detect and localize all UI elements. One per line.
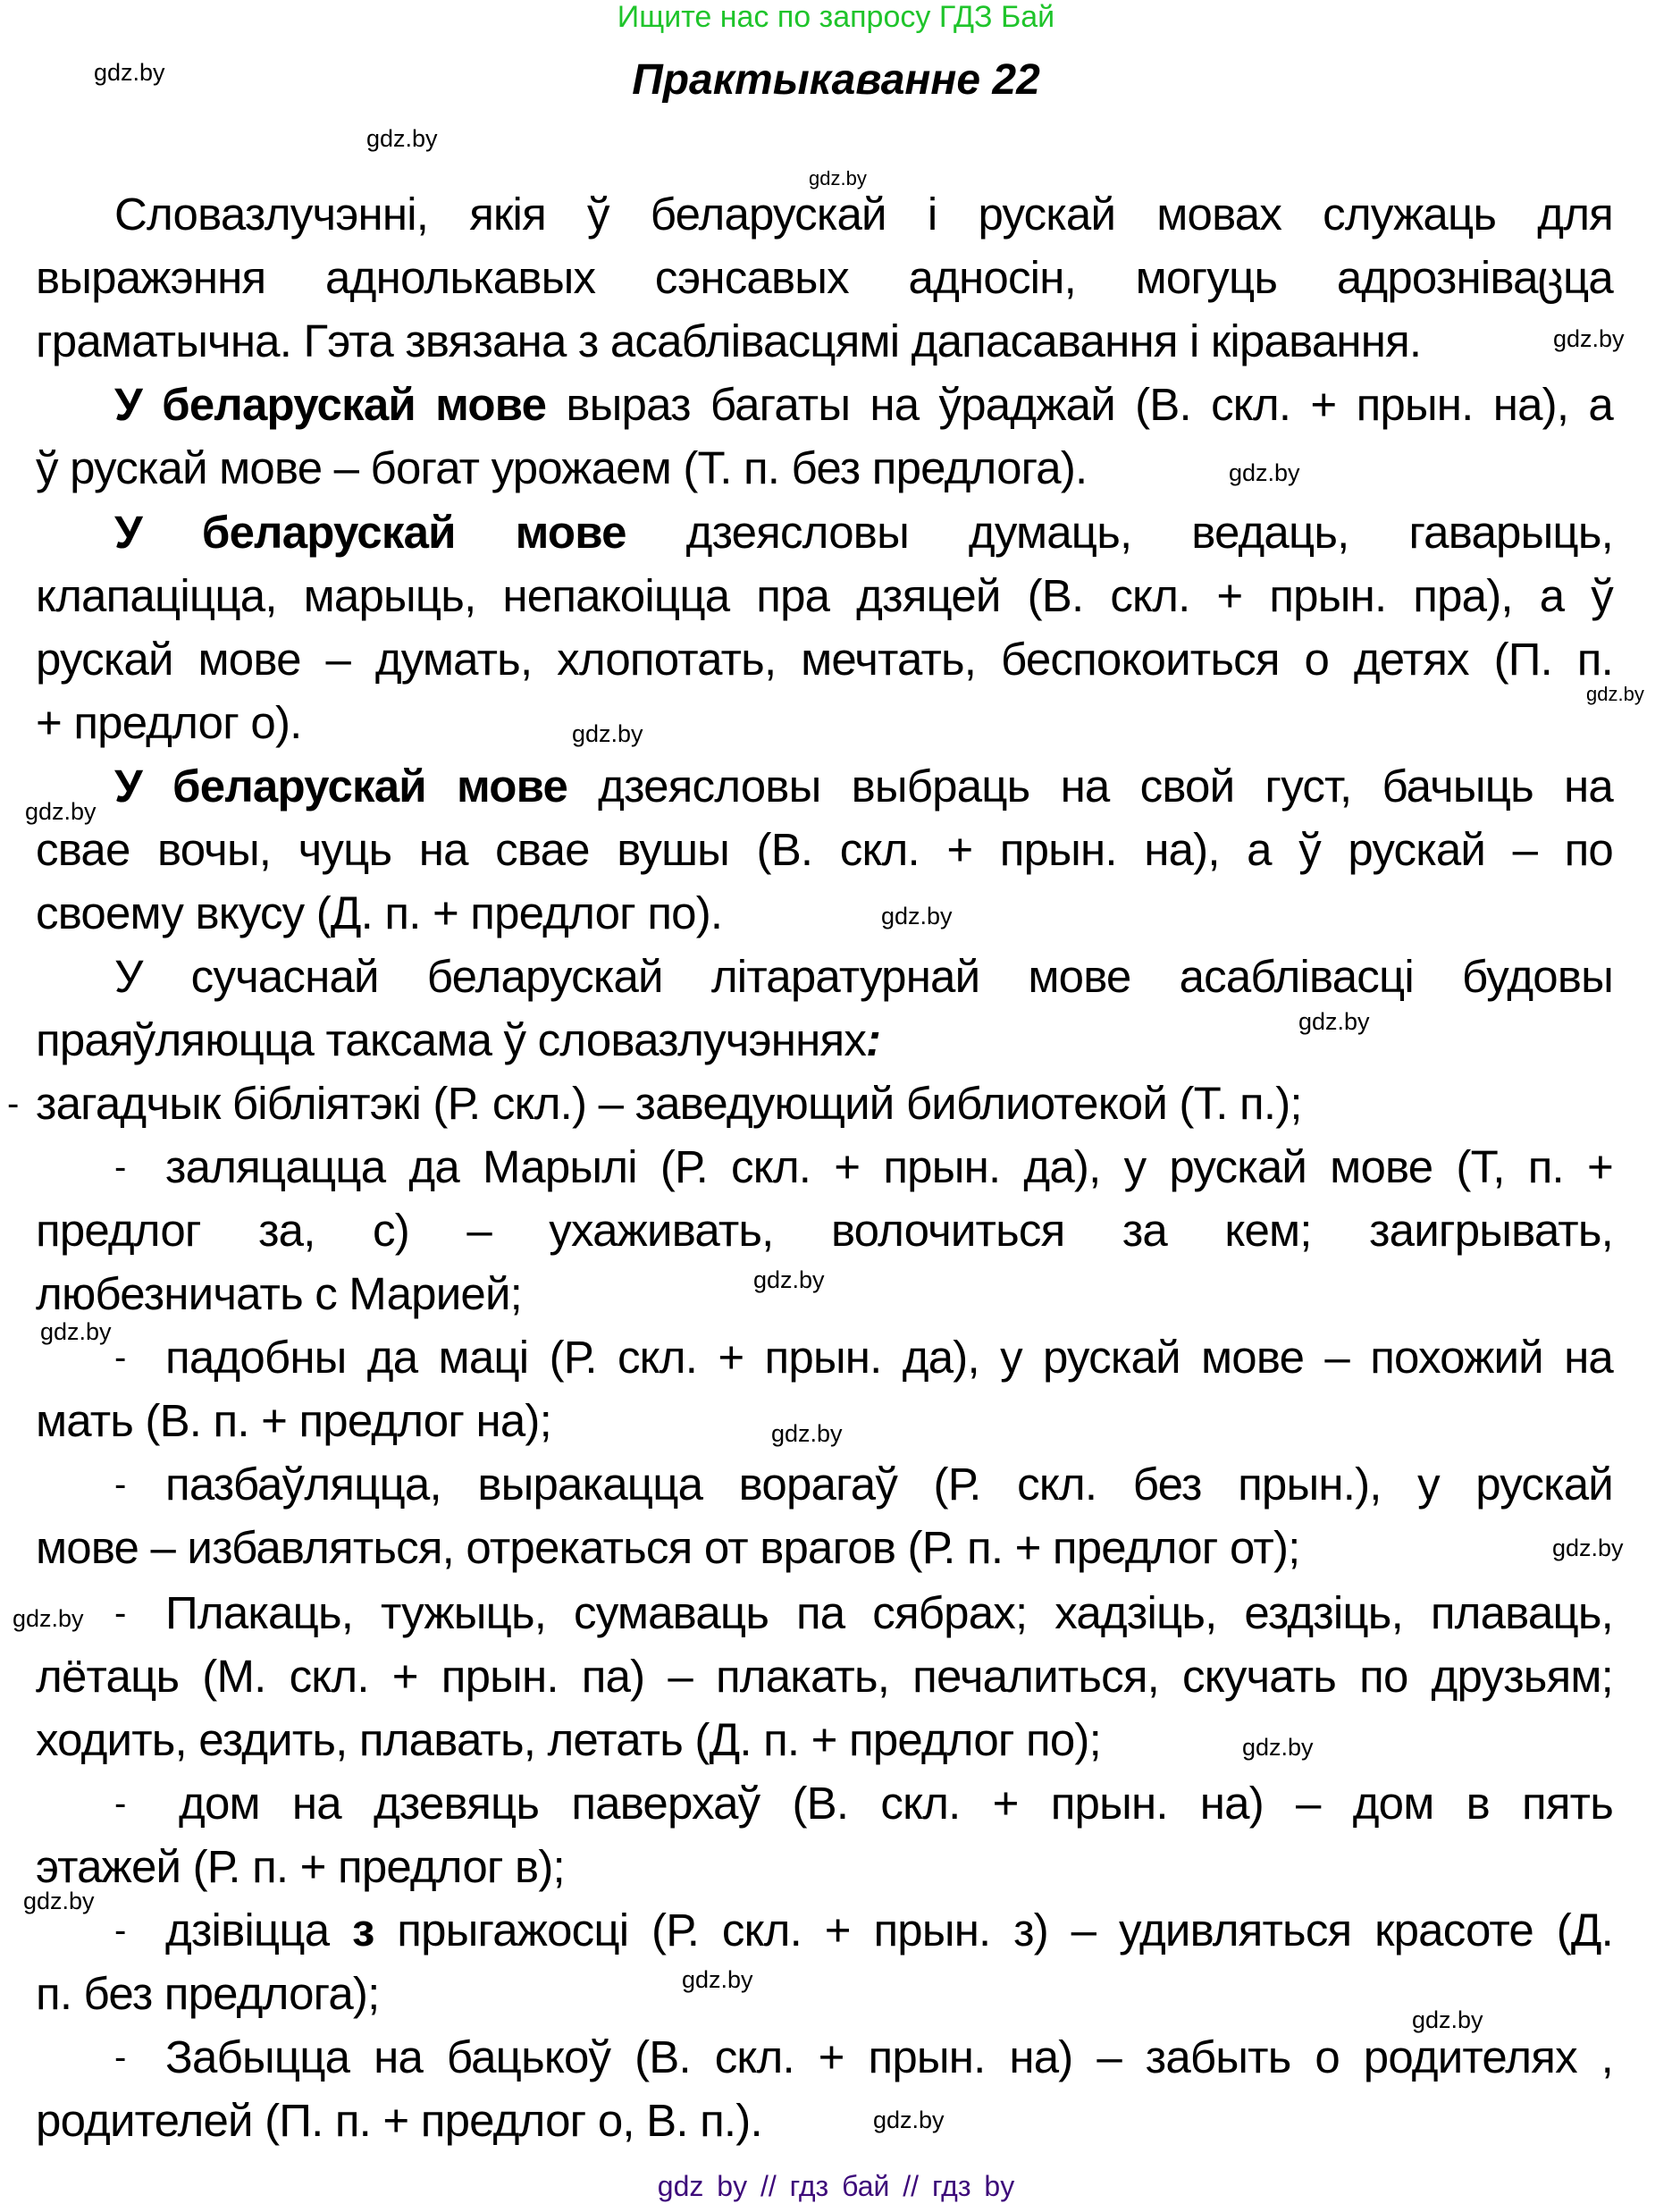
watermark: gdz.by [572,720,643,747]
list-item: Плакаць, тужыць, сумаваць па сябрах; хадзіць, ездзіць, плаваць, [165,1587,1613,1638]
watermark: gdz.by [366,125,438,152]
body-text-line: рускай мове – думать, хлопотать, мечтать, беспокоиться о детях (П. п. [36,634,1613,685]
emphasis-text: У беларускай мове [114,379,547,430]
list-item: любезничать с Марией; [36,1268,523,1319]
body-text-line: Словазлучэнні, якія ў беларускай і рускай мовах служаць для [114,189,1613,240]
watermark: gdz.by [1242,1734,1314,1761]
body-text-line: граматычна. Гэта звязана з асаблівасцямі дапасавання і кіравання. [36,315,1422,366]
list-item: родителей (П. п. + предлог о, В. п.). [36,2095,762,2146]
body-text-line: ў рускай мове – богат урожаем (Т. п. без предлога). [36,442,1088,493]
list-bullet: - [114,1594,127,1633]
watermark: gdz.by [753,1266,825,1293]
watermark: gdz.by [23,1888,95,1914]
list-item: мове – избавляться, отрекаться от врагов (Р. п. + предлог от); [36,1522,1300,1573]
body-text-line: праяўляюцца таксама ў словазлучэннях: [36,1014,881,1065]
list-bullet: - [114,1911,127,1950]
list-item: падобны да маці (Р. скл. + прын. да), у рускай мове – похожий на [165,1332,1613,1383]
list-item: дзівіцца з прыгажосці (Р. скл. + прын. з) – удивляться красоте (Д. [165,1905,1613,1955]
body-text-line: своему вкусу (Д. п. + предлог по). [36,887,723,938]
list-bullet: - [114,1465,127,1504]
body-text-line: свае вочы, чуць на свае вушы (В. скл. + прын. на), а ў рускай – по [36,824,1613,875]
list-item: пазбаўляцца, выракацца ворагаў (Р. скл. без прын.), у рускай [165,1459,1613,1510]
body-text-line: У беларускай мове выраз багаты на ўраджай (В. скл. + прын. на), а [114,379,1613,430]
list-bullet: - [114,2038,127,2077]
watermark: gdz.by [1298,1008,1370,1035]
list-item: лётаць (М. скл. + прын. па) – плакать, печалиться, скучать по друзьям; [36,1651,1613,1702]
emphasis-text: У беларускай мове [114,761,568,812]
list-item: п. без предлога); [36,1968,380,2019]
search-banner[interactable]: Ищите нас по запросу ГДЗ Бай [617,0,1055,34]
watermark: gdz.by [1229,459,1300,486]
watermark: gdz.by [682,1966,753,1993]
page-title: Практыкаванне 22 [632,56,1040,104]
list-bullet: - [114,1148,127,1187]
emphasis-text: У беларускай мове [114,507,626,558]
body-text-line: + предлог о). [36,697,302,748]
list-bullet: - [114,1338,127,1377]
list-item: предлог за, с) – ухаживать, волочиться за кем; заигрывать, [36,1205,1613,1256]
watermark: gdz.by [1586,683,1644,705]
list-item: ходить, ездить, плавать, летать (Д. п. + предлог по); [36,1714,1101,1765]
list-item: этажей (Р. п. + предлог в); [36,1841,565,1892]
list-bullet: - [114,1784,127,1823]
body-text-line: У беларускай мове дзеясловы думаць, ведаць, гаварыць, [114,507,1613,558]
watermark: gdz.by [40,1318,112,1345]
list-bullet: - [7,1084,20,1123]
watermark: gdz.by [1412,2006,1483,2033]
list-item: мать (В. п. + предлог на); [36,1395,551,1446]
watermark: gdz.by [94,59,165,86]
body-text-line: У сучаснай беларускай літаратурнай мове асаблівасці будовы [114,951,1613,1002]
list-item: загадчык бібліятэкі (Р. скл.) – заведующий библиотекой (Т. п.); [36,1078,1302,1129]
body-text-line: выражэння аднолькавых сэнсавых адносін, могуць адрозніваცца [36,252,1613,303]
watermark: gdz.by [1552,1535,1624,1561]
list-item: дом на дзевяць паверхаў (В. скл. + прын. на) – дом в пять [179,1778,1613,1829]
body-text-line: У беларускай мове дзеясловы выбраць на свой густ, бачыць на [114,761,1613,812]
body-text-line: клапаціцца, марыць, непакоіцца пра дзяцей (В. скл. + прын. пра), а ў [36,570,1613,621]
footer-links[interactable]: gdz by // гдз бай // гдз by [657,2170,1015,2202]
list-item: заляцацца да Марылі (Р. скл. + прын. да), у рускай мове (Т, п. + [165,1141,1613,1192]
watermark: gdz.by [13,1605,84,1632]
watermark: gdz.by [25,798,97,825]
watermark: gdz.by [873,2107,945,2133]
watermark: gdz.by [771,1420,843,1447]
watermark: gdz.by [809,167,867,189]
watermark: gdz.by [1553,325,1625,352]
watermark: gdz.by [881,903,953,929]
list-item: Забыцца на бацькоў (В. скл. + прын. на) – забыть о родителях , [165,2031,1613,2082]
